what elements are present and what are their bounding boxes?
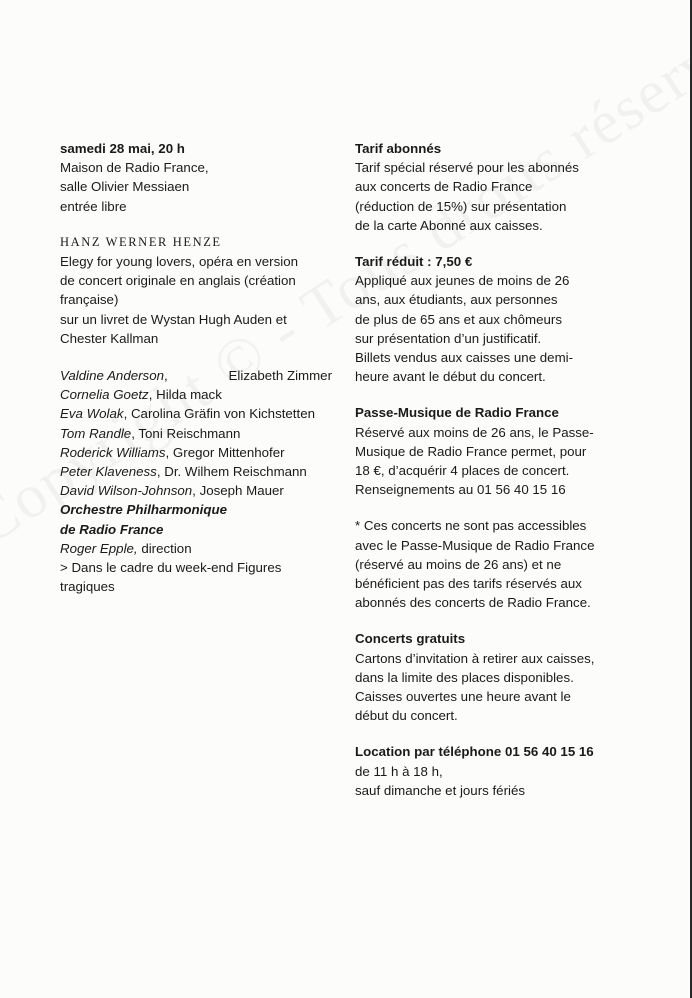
performer-name: Peter Klaveness — [60, 464, 157, 480]
performer-name: Tom Randle — [60, 425, 132, 441]
pricing-title: Passe-Musique de Radio France — [355, 405, 559, 421]
concert-details-column — [60, 139, 338, 596]
pricing-text: ans, aux étudiants, aux personnes — [355, 292, 558, 308]
performer-line: Tom Randle, Toni Reischmann — [60, 425, 241, 441]
footnote-text: bénéficient pas des tarifs réservés aux — [355, 576, 582, 592]
footnote-text: avec le Passe-Musique de Radio France — [355, 537, 595, 553]
festival-note: > Dans le cadre du week-end Figures — [60, 560, 282, 576]
performer-line: Eva Wolak, Carolina Gräfin von Kichstetten — [60, 406, 315, 422]
venue-line: salle Olivier Messiaen — [60, 179, 190, 195]
free-concerts-text: début du concert. — [355, 708, 458, 724]
performer-role: Elizabeth Zimmer — [228, 368, 332, 384]
pricing-text: Billets vendus aux caisses une demi- — [355, 350, 574, 366]
pricing-title: Tarif abonnés — [355, 141, 442, 156]
work-line: française) — [60, 292, 119, 308]
pricing-text: Appliqué aux jeunes de moins de 26 — [355, 273, 570, 289]
work-line: sur un livret de Wystan Hugh Auden et — [60, 311, 287, 327]
pricing-text: Renseignements au 01 56 40 15 16 — [355, 482, 566, 498]
conductor-line — [60, 539, 338, 558]
conductor-role: direction — [141, 540, 192, 556]
admission-line: entrée libre — [60, 198, 127, 214]
work-line: de concert originale en anglais (création — [60, 273, 296, 289]
footnote-text: abonnés des concerts de Radio France. — [355, 595, 591, 611]
venue-line: Maison de Radio France, — [60, 160, 209, 176]
performer-role: Carolina Gräfin von Kichstetten — [130, 406, 315, 422]
orchestra-name: de Radio France — [60, 521, 164, 537]
performer-line: David Wilson-Johnson, Joseph Mauer — [60, 483, 284, 499]
performer-line: Cornelia Goetz, Hilda mack — [60, 387, 222, 403]
performer-role: Joseph Mauer — [199, 483, 284, 499]
performer-line: Roderick Williams, Gregor Mittenhofer — [60, 444, 285, 460]
phone-booking-text: sauf dimanche et jours fériés — [355, 782, 525, 798]
conductor-name: Roger Epple, — [60, 540, 138, 556]
free-concerts-text: Caisses ouvertes une heure avant le — [355, 689, 571, 705]
pricing-text: sur présentation d’un justificatif. — [355, 330, 542, 346]
performer-name: David Wilson-Johnson — [60, 483, 193, 499]
performer-name: Valdine Anderson — [60, 368, 164, 384]
pricing-text: de plus de 65 ans et aux chômeurs — [355, 311, 562, 327]
free-concerts-text: Cartons d’invitation à retirer aux caisses, — [355, 650, 595, 666]
pricing-text: heure avant le début du concert. — [355, 369, 546, 385]
footnote-text: (réservé au moins de 26 ans) et ne — [355, 556, 562, 572]
performer-name: Eva Wolak — [60, 406, 124, 422]
pricing-text: Réservé aux moins de 26 ans, le Passe- — [355, 424, 594, 440]
performer-name: Roderick Williams — [60, 444, 166, 460]
orchestra-name: Orchestre Philharmonique — [60, 502, 227, 518]
performer-role: Toni Reischmann — [138, 425, 241, 441]
pricing-title: Tarif réduit : 7,50 € — [355, 254, 473, 270]
work-line: Elegy for young lovers, opéra en version — [60, 254, 298, 270]
performer-line: Valdine Anderson, Elizabeth Zimmer — [60, 366, 332, 385]
pricing-text: 18 €, d’acquérir 4 places de concert. — [355, 463, 570, 479]
performer-line: Peter Klaveness, Dr. Wilhem Reischmann — [60, 464, 307, 480]
festival-note: tragiques — [60, 579, 115, 595]
composer-name: HANZ WERNER HENZE — [60, 234, 222, 249]
phone-booking-title: Location par téléphone 01 56 40 15 16 — [355, 744, 594, 760]
performer-name: Cornelia Goetz — [60, 387, 149, 403]
event-date: samedi 28 mai, 20 h — [60, 141, 185, 156]
pricing-text: aux concerts de Radio France — [355, 179, 533, 195]
pricing-text: Tarif spécial réservé pour les abonnés — [355, 160, 579, 176]
pricing-text: (réduction de 15%) sur présentation — [355, 198, 567, 214]
phone-booking-text: de 11 h à 18 h, — [355, 763, 443, 779]
performer-role: Dr. Wilhem Reischmann — [164, 464, 307, 480]
ticketing-column — [355, 139, 630, 800]
performer-role: Gregor Mittenhofer — [172, 444, 285, 460]
free-concerts-text: dans la limite des places disponibles. — [355, 669, 574, 685]
work-line: Chester Kallman — [60, 330, 159, 346]
footnote-text: * Ces concerts ne sont pas accessibles — [355, 518, 587, 534]
pricing-text: de la carte Abonné aux caisses. — [355, 217, 543, 233]
performer-role: Hilda mack — [156, 387, 222, 403]
free-concerts-title: Concerts gratuits — [355, 631, 466, 647]
pricing-text: Musique de Radio France permet, pour — [355, 443, 587, 459]
